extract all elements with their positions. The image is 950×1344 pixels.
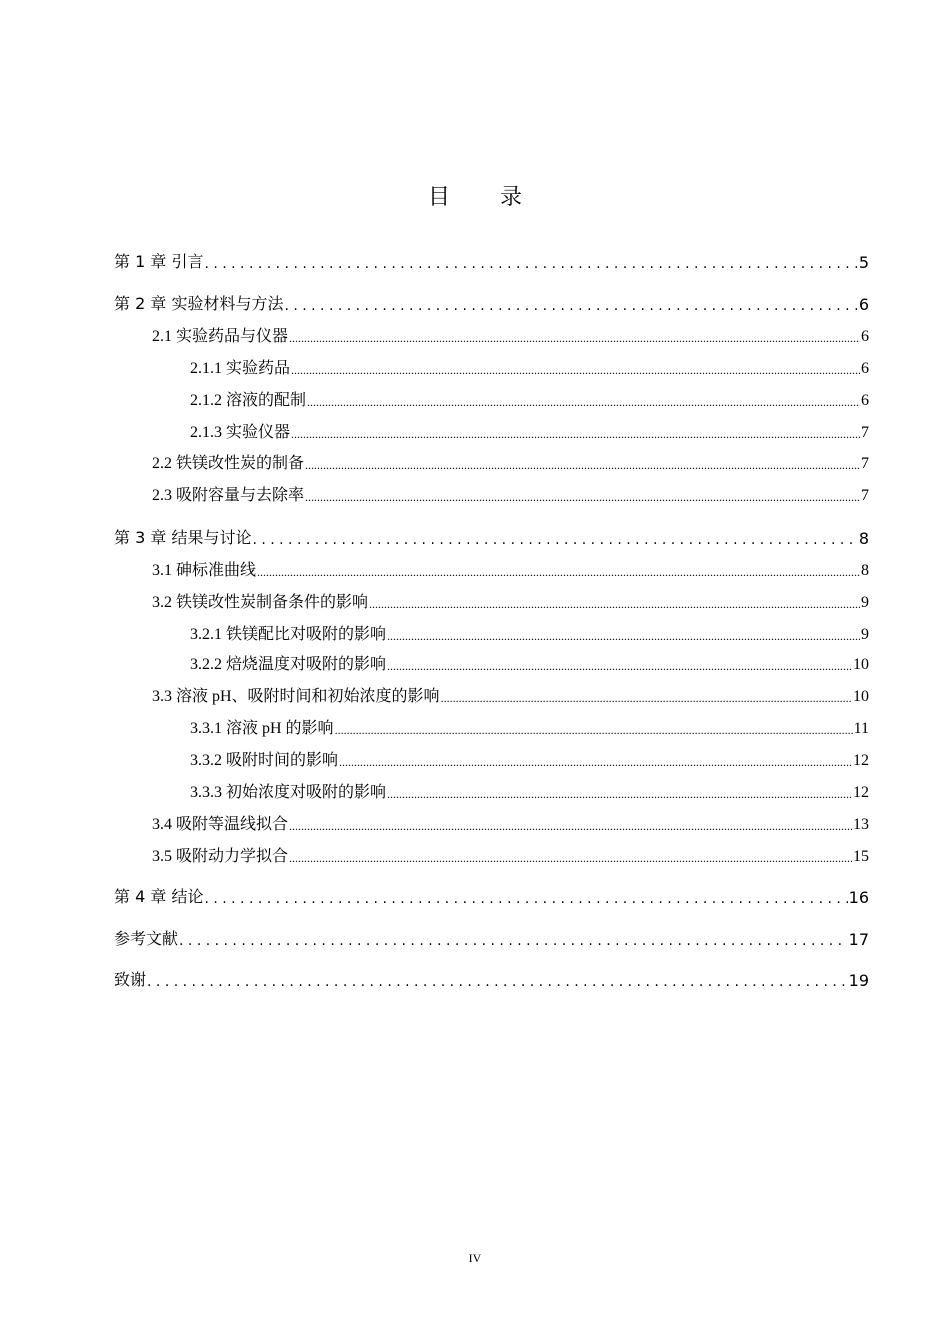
toc-leader-dots bbox=[305, 455, 860, 473]
toc-entry-label: 3.3.2 吸附时间的影响 bbox=[190, 752, 339, 769]
toc-entry[interactable] bbox=[114, 248, 869, 272]
toc-leader-dots bbox=[252, 530, 857, 548]
toc-entry[interactable] bbox=[190, 714, 869, 738]
toc-entry-label: 第 1 章 引言 bbox=[114, 252, 204, 271]
toc-leader-dots bbox=[307, 392, 860, 410]
toc-entry-label: 2.1.1 实验药品 bbox=[190, 360, 291, 377]
toc-entry-label: 参考文献 bbox=[114, 929, 179, 948]
toc-entry-page: 8 bbox=[861, 562, 869, 579]
toc-entry-page: 17 bbox=[848, 930, 869, 949]
toc-leader-dots bbox=[179, 931, 848, 949]
toc-entry-page: 11 bbox=[853, 720, 869, 737]
toc-leader-dots bbox=[289, 816, 852, 834]
toc-entry-label: 致谢 bbox=[114, 970, 147, 989]
toc-entry[interactable] bbox=[114, 883, 869, 907]
toc-entry-label: 3.2.2 焙烧温度对吸附的影响 bbox=[190, 656, 387, 673]
toc-entry[interactable] bbox=[190, 650, 869, 674]
toc-entry[interactable] bbox=[152, 449, 869, 473]
toc-leader-dots bbox=[387, 784, 852, 802]
toc-entry-label: 2.3 吸附容量与去除率 bbox=[152, 487, 305, 504]
toc-leader-dots bbox=[339, 752, 852, 770]
toc-entry-page: 6 bbox=[861, 392, 869, 409]
toc-entry[interactable] bbox=[114, 966, 869, 990]
toc-entry[interactable] bbox=[152, 322, 869, 346]
toc-entry[interactable] bbox=[152, 810, 869, 834]
toc-entry-label: 3.3 溶液 pH、吸附时间和初始浓度的影响 bbox=[152, 688, 440, 705]
toc-entry-page: 6 bbox=[858, 295, 869, 314]
toc-entry-label: 第 3 章 结果与讨论 bbox=[114, 528, 252, 547]
toc-entry[interactable] bbox=[190, 620, 869, 644]
toc-leader-dots bbox=[335, 720, 853, 738]
toc-entry[interactable] bbox=[190, 778, 869, 802]
toc-leader-dots bbox=[289, 848, 852, 866]
toc-entry-label: 3.1 砷标准曲线 bbox=[152, 562, 257, 579]
page-number-footer: IV bbox=[468, 1251, 482, 1265]
toc-entry-label: 3.5 吸附动力学拟合 bbox=[152, 848, 289, 865]
toc-leader-dots bbox=[204, 254, 857, 272]
toc-leader-dots bbox=[387, 626, 860, 644]
toc-entry-label: 第 4 章 结论 bbox=[114, 887, 204, 906]
toc-entry-page: 12 bbox=[853, 784, 869, 801]
toc-entry-label: 2.1.3 实验仪器 bbox=[190, 424, 291, 441]
toc-entry-page: 7 bbox=[861, 424, 869, 441]
toc-entry-label: 3.3.1 溶液 pH 的影响 bbox=[190, 720, 334, 737]
toc-entry[interactable] bbox=[114, 290, 869, 314]
toc-entry[interactable] bbox=[152, 842, 869, 866]
toc-title-char-2: 录 bbox=[500, 185, 523, 210]
toc-entry-page: 9 bbox=[861, 626, 869, 643]
toc-entry-page: 16 bbox=[848, 888, 869, 907]
toc-entry-page: 10 bbox=[853, 656, 869, 673]
toc-entry[interactable] bbox=[190, 354, 869, 378]
toc-entry-page: 12 bbox=[853, 752, 869, 769]
toc-entry[interactable] bbox=[114, 524, 869, 548]
toc-title bbox=[0, 180, 950, 211]
toc-entry-label: 2.2 铁镁改性炭的制备 bbox=[152, 455, 305, 472]
toc-entry[interactable] bbox=[190, 386, 869, 410]
toc-leader-dots bbox=[147, 972, 848, 990]
toc-entry-label: 第 2 章 实验材料与方法 bbox=[114, 294, 284, 313]
toc-entry[interactable] bbox=[152, 588, 869, 612]
toc-entry-page: 8 bbox=[858, 529, 869, 548]
toc-entry[interactable] bbox=[190, 418, 869, 442]
toc-entry-label: 3.4 吸附等温线拟合 bbox=[152, 816, 289, 833]
toc-leader-dots bbox=[441, 688, 852, 706]
toc-leader-dots bbox=[291, 360, 860, 378]
toc-leader-dots bbox=[204, 889, 847, 907]
toc-title-char-1: 目 bbox=[427, 185, 450, 210]
toc-entry[interactable] bbox=[152, 556, 869, 580]
toc-entry-page: 15 bbox=[853, 848, 869, 865]
toc-entry-page: 9 bbox=[861, 594, 869, 611]
toc-leader-dots bbox=[291, 424, 860, 442]
toc-leader-dots bbox=[284, 296, 857, 314]
toc-entry-label: 2.1 实验药品与仪器 bbox=[152, 328, 289, 345]
toc-leader-dots bbox=[289, 328, 860, 346]
toc-entry-label: 2.1.2 溶液的配制 bbox=[190, 392, 307, 409]
toc-leader-dots bbox=[387, 656, 852, 674]
toc-entry-page: 5 bbox=[858, 253, 869, 272]
toc-entry-page: 13 bbox=[853, 816, 869, 833]
toc-leader-dots bbox=[257, 562, 860, 580]
toc-entry-label: 3.2 铁镁改性炭制备条件的影响 bbox=[152, 594, 369, 611]
toc-entry[interactable] bbox=[152, 682, 869, 706]
toc-entry-page: 7 bbox=[861, 455, 869, 472]
toc-entry[interactable] bbox=[190, 746, 869, 770]
toc-entry-page: 19 bbox=[848, 971, 869, 990]
toc-leader-dots bbox=[305, 487, 860, 505]
toc-entry[interactable] bbox=[152, 481, 869, 505]
toc-leader-dots bbox=[369, 594, 860, 612]
toc-entry-page: 6 bbox=[861, 360, 869, 377]
toc-entry-page: 10 bbox=[853, 688, 869, 705]
toc-entry[interactable] bbox=[114, 925, 869, 949]
toc-entry-label: 3.3.3 初始浓度对吸附的影响 bbox=[190, 784, 387, 801]
toc-entry-page: 6 bbox=[861, 328, 869, 345]
toc-entry-label: 3.2.1 铁镁配比对吸附的影响 bbox=[190, 626, 387, 643]
toc-entry-page: 7 bbox=[861, 487, 869, 504]
